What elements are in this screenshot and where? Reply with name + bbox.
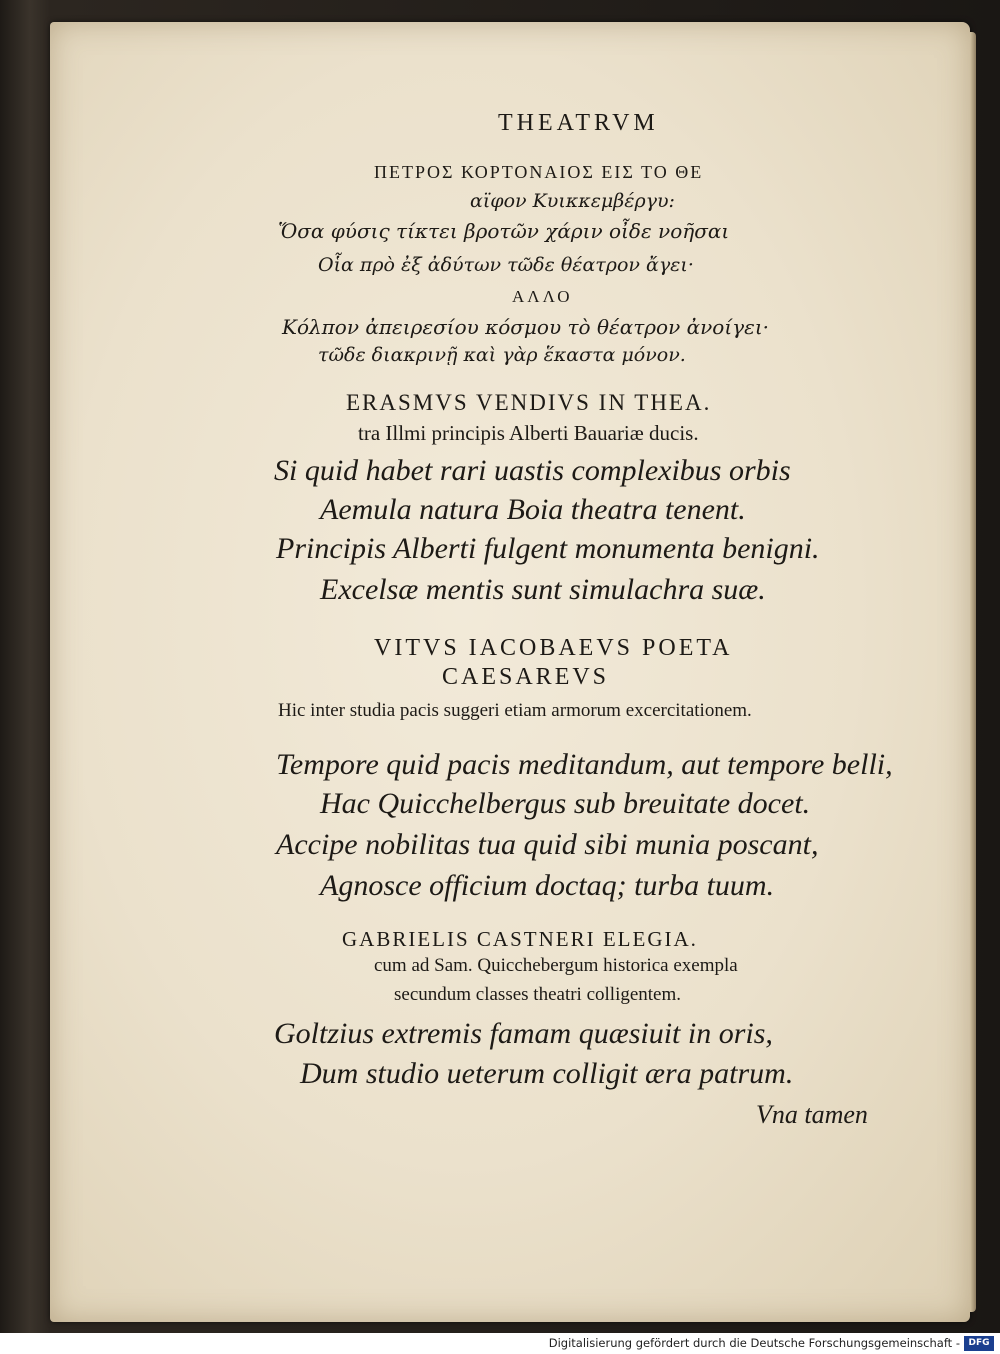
greek-allo: ΑΛΛΟ	[512, 287, 573, 306]
vitus-verse: Accipe nobilitas tua quid sibi munia poscant,	[276, 828, 819, 861]
vitus-verse: Hac Quicchelbergus sub breuitate docet.	[320, 787, 811, 820]
greek-heading: ΠΕΤΡΟΣ ΚΟΡΤΟΝΑΙΟΣ ΕΙΣ ΤΟ ΘΕ	[374, 162, 704, 182]
gabriel-heading: GABRIELIS CASTNERI ELEGIA.	[342, 927, 698, 951]
vitus-heading: VITVS IACOBAEVS POETA	[374, 635, 733, 661]
funding-credit: Digitalisierung gefördert durch die Deutsche Forschungsgemeinschaft -	[548, 1336, 960, 1350]
greek-verse: Οἷα πρὸ ἐξ ἀδύτων τῶδε θέατρον ἄγει·	[318, 254, 694, 276]
vitus-verse: Agnosce officium doctaq; turba tuum.	[320, 869, 775, 902]
gabriel-verse: Goltzius extremis famam quæsiuit in oris,	[274, 1017, 773, 1050]
vitus-heading-cont: CAESAREVS	[442, 664, 610, 690]
greek-verse: Ὅσα φύσις τίκτει βροτῶν χάριν οἶδε νοῆσαι	[278, 219, 730, 243]
catchword: Vna tamen	[756, 1100, 868, 1129]
erasmus-verse: Aemula natura Boia theatra tenent.	[320, 493, 746, 526]
erasmus-verse: Principis Alberti fulgent monumenta benigni.	[276, 532, 820, 565]
gabriel-verse: Dum studio ueterum colligit æra patrum.	[300, 1057, 794, 1090]
dfg-logo: DFG	[964, 1336, 994, 1351]
erasmus-verse: Si quid habet rari uastis complexibus orbis	[274, 454, 791, 487]
greek-heading-cont: αϊφον Κυικκεμβέργυ:	[470, 190, 675, 212]
page-edge	[970, 32, 976, 1312]
vitus-verse: Tempore quid pacis meditandum, aut tempore belli,	[276, 748, 893, 781]
gabriel-subheading: cum ad Sam. Quicchebergum historica exempla	[374, 955, 738, 976]
footer-bar	[0, 1333, 1000, 1354]
erasmus-verse: Excelsæ mentis sunt simulachra suæ.	[320, 573, 766, 606]
book-page	[50, 22, 970, 1322]
running-title: THEATRVM	[498, 110, 659, 136]
vitus-subheading: Hic inter studia pacis suggeri etiam armorum excercitationem.	[278, 700, 752, 721]
erasmus-heading: ERASMVS VENDIVS IN THEA.	[346, 390, 712, 415]
gabriel-subheading-cont: secundum classes theatri colligentem.	[394, 984, 682, 1005]
erasmus-subheading: tra Illmi principis Alberti Bauariæ ducis.	[358, 421, 699, 445]
greek-verse: Κόλπον ἀπειρεσίου κόσμου τὸ θέατρον ἀνοίγει·	[282, 315, 770, 339]
greek-verse: τῶδε διακρινῇ καὶ γὰρ ἕκαστα μόνον.	[318, 344, 686, 366]
